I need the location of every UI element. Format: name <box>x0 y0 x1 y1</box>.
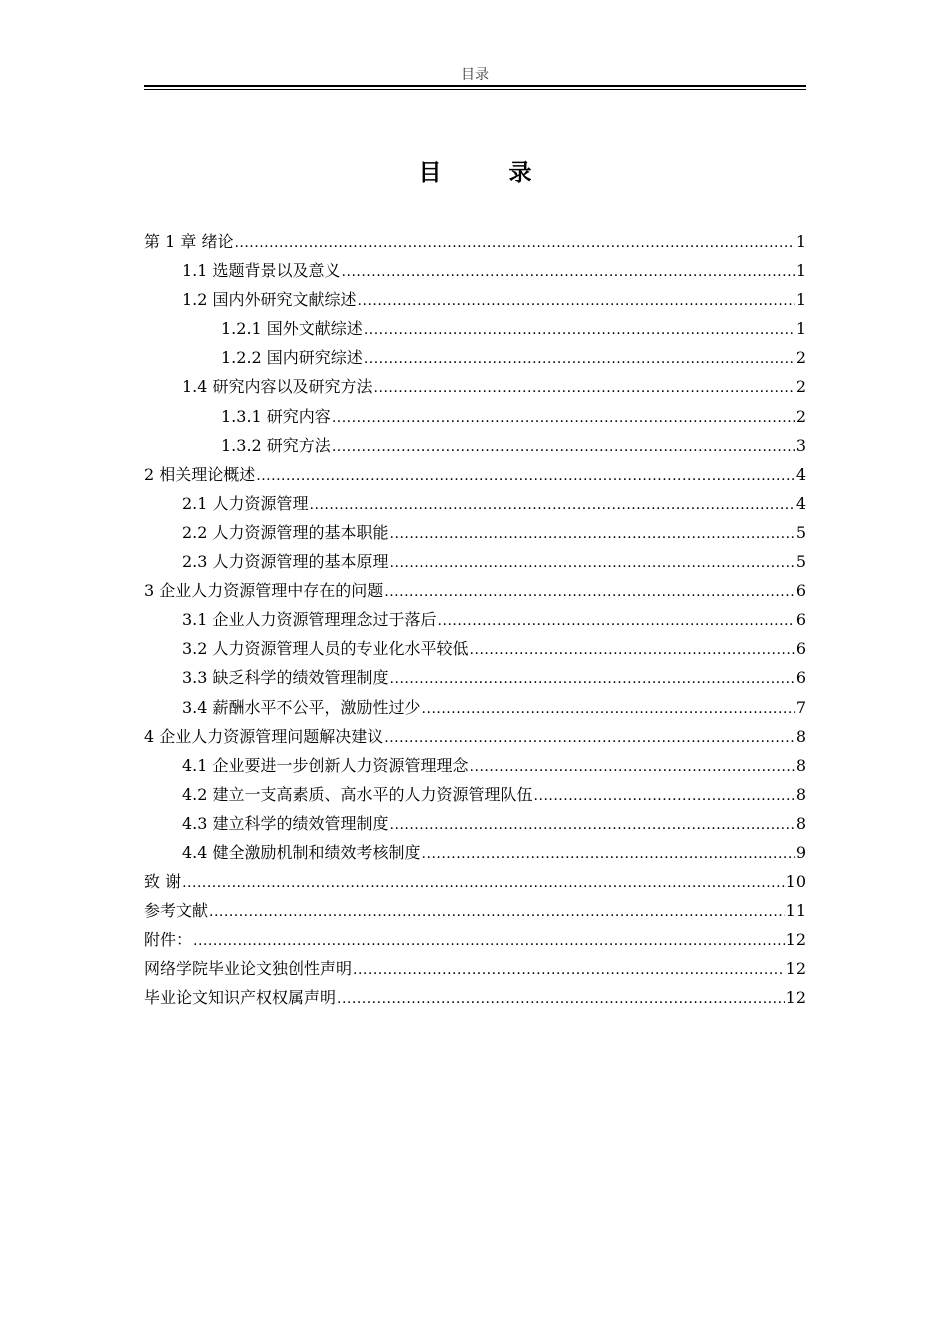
toc-entry[interactable] <box>144 809 806 838</box>
toc-entry-title: 4 企业人力资源管理问题解决建议 <box>144 726 384 746</box>
toc-entry-title: 3.1 企业人力资源管理理念过于落后 <box>182 610 437 630</box>
toc-entry-title: 4.1 企业要进一步创新人力资源管理理念 <box>182 755 469 775</box>
toc-page-number: 10 <box>785 872 806 892</box>
toc-page-number: 4 <box>795 493 806 513</box>
toc-dot-leader <box>390 665 795 694</box>
toc-page-number: 12 <box>785 988 806 1008</box>
toc-dot-leader <box>353 956 785 985</box>
toc-entry-title: 2.2 人力资源管理的基本职能 <box>182 522 389 542</box>
table-of-contents <box>144 227 806 1013</box>
toc-entry[interactable] <box>144 431 806 460</box>
toc-page-number: 5 <box>795 552 806 572</box>
toc-page-number: 8 <box>795 726 806 746</box>
toc-dot-leader <box>390 811 795 840</box>
toc-entry[interactable] <box>144 518 806 547</box>
toc-page-number: 7 <box>795 697 806 717</box>
toc-entry[interactable] <box>144 838 806 867</box>
toc-dot-leader <box>332 433 795 462</box>
toc-entry[interactable] <box>144 722 806 751</box>
toc-entry[interactable] <box>144 780 806 809</box>
toc-entry-title: 2.3 人力资源管理的基本原理 <box>182 552 389 572</box>
header-double-rule <box>144 85 806 90</box>
toc-dot-leader <box>337 985 785 1014</box>
toc-dot-leader <box>342 258 795 287</box>
toc-page-number: 6 <box>795 668 806 688</box>
toc-page-number: 1 <box>795 290 806 310</box>
toc-entry-title: 3.2 人力资源管理人员的专业化水平较低 <box>182 639 469 659</box>
toc-entry[interactable] <box>144 314 806 343</box>
toc-entry-title: 致 谢 <box>144 872 182 892</box>
toc-dot-leader <box>358 287 795 316</box>
toc-page-number: 3 <box>795 435 806 455</box>
toc-dot-leader <box>470 753 795 782</box>
toc-page-number: 6 <box>795 581 806 601</box>
toc-title: 目 录 <box>418 160 554 186</box>
toc-entry[interactable] <box>144 460 806 489</box>
toc-entry-title: 3.3 缺乏科学的绩效管理制度 <box>182 668 389 688</box>
toc-entry-title: 网络学院毕业论文独创性声明 <box>144 959 353 979</box>
toc-dot-leader <box>234 229 794 258</box>
toc-page-number: 2 <box>795 377 806 397</box>
toc-entry[interactable] <box>144 634 806 663</box>
toc-page-number: 5 <box>795 522 806 542</box>
toc-page-number: 8 <box>795 813 806 833</box>
toc-dot-leader <box>364 316 795 345</box>
toc-entry[interactable] <box>144 285 806 314</box>
toc-entry-title: 第 1 章 绪论 <box>144 232 234 251</box>
toc-entry[interactable] <box>144 896 806 925</box>
toc-dot-leader <box>422 840 795 869</box>
running-header: 目录 <box>461 67 489 83</box>
toc-entry[interactable] <box>144 402 806 431</box>
toc-dot-leader <box>310 491 795 520</box>
toc-entry[interactable] <box>144 372 806 401</box>
toc-page-number: 12 <box>785 930 806 950</box>
toc-entry-title: 毕业论文知识产权权属声明 <box>144 988 337 1008</box>
toc-page-number: 2 <box>795 406 806 426</box>
toc-dot-leader <box>256 462 795 491</box>
toc-page-number: 8 <box>795 784 806 804</box>
toc-entry[interactable] <box>144 547 806 576</box>
toc-dot-leader <box>470 636 795 665</box>
toc-dot-leader <box>332 404 795 433</box>
toc-dot-leader <box>193 927 785 956</box>
toc-entry-title: 4.4 健全激励机制和绩效考核制度 <box>182 842 421 862</box>
toc-dot-leader <box>390 520 795 549</box>
toc-entry[interactable] <box>144 867 806 896</box>
toc-dot-leader <box>364 345 795 374</box>
toc-page-number: 12 <box>785 959 806 979</box>
toc-dot-leader <box>182 869 785 898</box>
toc-entry-title: 2.1 人力资源管理 <box>182 493 309 513</box>
toc-entry[interactable] <box>144 925 806 954</box>
toc-entry-title: 4.2 建立一支高素质、高水平的人力资源管理队伍 <box>182 784 533 804</box>
toc-entry-title: 参考文献 <box>144 901 209 921</box>
toc-page-number: 2 <box>795 348 806 368</box>
toc-page-number: 6 <box>795 610 806 630</box>
toc-dot-leader <box>534 782 795 811</box>
toc-entry[interactable] <box>144 256 806 285</box>
toc-page-number: 1 <box>795 232 806 251</box>
toc-entry-title: 3.4 薪酬水平不公平，激励性过少 <box>182 697 421 717</box>
toc-page-number: 11 <box>785 901 806 921</box>
toc-dot-leader <box>384 724 795 753</box>
toc-entry-title: 1.3.2 研究方法 <box>221 435 331 455</box>
toc-entry[interactable] <box>144 751 806 780</box>
toc-entry[interactable] <box>144 489 806 518</box>
toc-dot-leader <box>374 374 795 403</box>
toc-dot-leader <box>384 578 795 607</box>
toc-entry[interactable] <box>144 983 806 1012</box>
toc-page-number: 1 <box>795 261 806 281</box>
toc-dot-leader <box>422 695 795 724</box>
toc-entry-title: 3 企业人力资源管理中存在的问题 <box>144 581 384 601</box>
toc-entry[interactable] <box>144 343 806 372</box>
toc-dot-leader <box>209 898 785 927</box>
toc-entry[interactable] <box>144 693 806 722</box>
toc-entry-title: 1.4 研究内容以及研究方法 <box>182 377 373 397</box>
toc-entry-title: 1.2.2 国内研究综述 <box>221 348 363 368</box>
toc-page-number: 8 <box>795 755 806 775</box>
toc-entry-title: 1.2.1 国外文献综述 <box>221 319 363 339</box>
toc-entry-title: 1.3.1 研究内容 <box>221 406 331 426</box>
toc-dot-leader <box>438 607 795 636</box>
toc-entry[interactable] <box>144 605 806 634</box>
toc-entry[interactable] <box>144 576 806 605</box>
toc-entry-title: 1.1 选题背景以及意义 <box>182 261 341 281</box>
toc-entry-title: 4.3 建立科学的绩效管理制度 <box>182 813 389 833</box>
toc-entry-title: 2 相关理论概述 <box>144 464 256 484</box>
toc-page-number: 9 <box>795 842 806 862</box>
toc-entry-title: 1.2 国内外研究文献综述 <box>182 290 357 310</box>
toc-page-number: 4 <box>795 464 806 484</box>
toc-entry[interactable] <box>144 663 806 692</box>
toc-entry[interactable] <box>144 227 806 256</box>
toc-dot-leader <box>390 549 795 578</box>
toc-page-number: 1 <box>795 319 806 339</box>
toc-page-number: 6 <box>795 639 806 659</box>
toc-entry[interactable] <box>144 954 806 983</box>
toc-entry-title: 附件： <box>144 930 193 950</box>
